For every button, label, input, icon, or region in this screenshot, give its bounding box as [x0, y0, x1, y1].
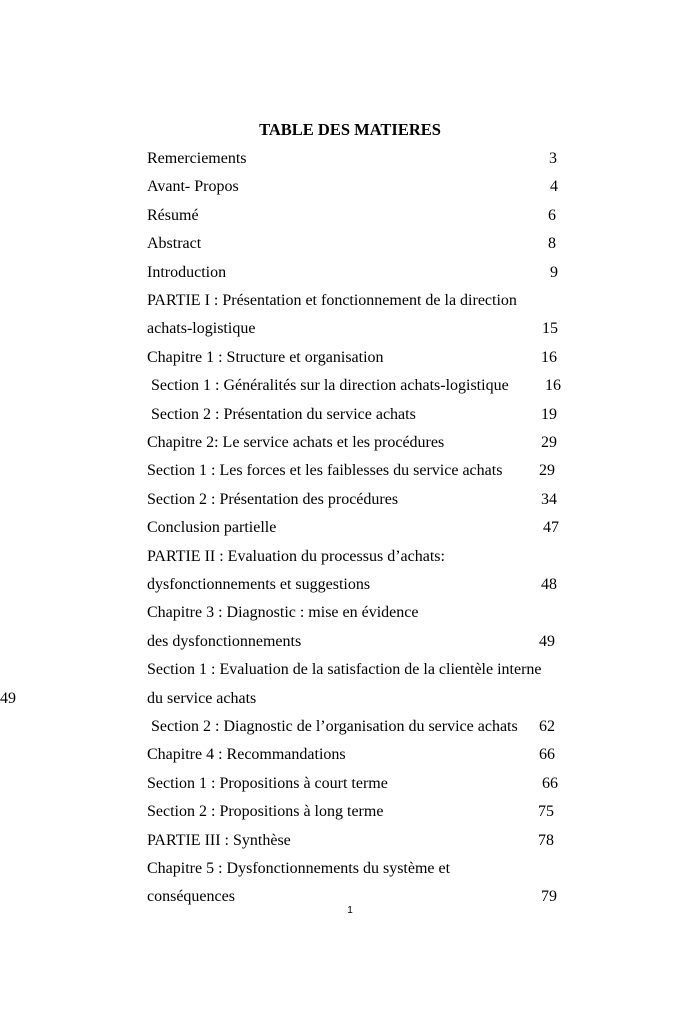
toc-entry-title: Résumé [147, 206, 199, 224]
toc-entry [0, 746, 700, 768]
toc-entry-title: Section 2 : Présentation du service achats [147, 405, 416, 423]
toc-entry [0, 519, 700, 541]
toc-entry-title: Section 1 : Propositions à court terme [147, 774, 388, 792]
toc-entry-page: 66 [542, 774, 558, 792]
toc-entry [0, 292, 700, 314]
toc-entry-page: 62 [539, 718, 555, 735]
toc-entry [0, 633, 700, 655]
toc-entry-title: Section 1 : Evaluation de la satisfaction de la clientèle interne [147, 661, 542, 679]
toc-entry [0, 661, 700, 683]
toc-entry-page: 29 [539, 462, 555, 480]
toc-entry-page: 66 [539, 746, 555, 764]
toc-entry-title: achats-logistique [147, 320, 256, 338]
toc-entry [0, 150, 700, 172]
toc-entry-title: PARTIE I : Présentation et fonctionnement de la direction [147, 292, 517, 309]
toc-entry-title: PARTIE III : Synthèse [147, 831, 291, 849]
toc-entry-page: 9 [550, 263, 558, 281]
toc-entry-title: Section 2 : Diagnostic de l’organisation du service achats [147, 718, 518, 735]
toc-entry-title: Chapitre 1 : Structure et organisation [147, 348, 384, 366]
toc-entry-page: 47 [543, 519, 559, 537]
toc-entry-page: 15 [542, 320, 558, 338]
toc-entry-page: 49 [0, 689, 16, 707]
toc-entry [0, 406, 700, 428]
page-number: 1 [347, 905, 353, 916]
toc-entry-page: 49 [539, 632, 555, 650]
toc-entry-page: 16 [545, 377, 561, 395]
toc-entry-page: 34 [541, 490, 557, 508]
toc-entry-title: Introduction [147, 263, 227, 281]
toc-entry-title: conséquences [147, 888, 235, 906]
toc-entry [0, 377, 700, 399]
toc-entry-title: Section 1 : Les forces et les faiblesses du service achats [147, 462, 503, 480]
toc-entry [0, 690, 700, 712]
toc-entry-title: Section 2 : Propositions à long terme [147, 803, 384, 821]
toc-entry [0, 775, 700, 797]
toc-entry-title: dysfonctionnements et suggestions [147, 576, 371, 593]
toc-entry-page: 48 [541, 576, 557, 593]
toc-entry-title: Avant- Propos [147, 178, 239, 196]
toc-entry-title: Remerciements [147, 150, 247, 167]
toc-entry [0, 320, 700, 342]
toc-entry-title: du service achats [147, 689, 257, 707]
toc-entry [0, 860, 700, 882]
toc-entry-title: Conclusion partielle [147, 519, 277, 537]
toc-entry [0, 604, 700, 626]
toc-title: TABLE DES MATIERES [259, 120, 441, 139]
toc-entry-page: 79 [541, 888, 557, 906]
toc-entry [0, 235, 700, 257]
toc-entry [0, 548, 700, 570]
toc-entry-page: 3 [549, 150, 557, 167]
toc-entry-title: Section 2 : Présentation des procédures [147, 490, 399, 508]
toc-entry-page: 19 [541, 405, 557, 423]
toc-entry-title: Chapitre 2: Le service achats et les procédures [147, 434, 445, 451]
toc-entry [0, 462, 700, 484]
toc-entry-page: 6 [548, 206, 556, 224]
toc-entry-page: 78 [538, 831, 554, 849]
toc-entry [0, 832, 700, 854]
toc-entry-page: 8 [548, 235, 556, 253]
toc-entry-title: Chapitre 5 : Dysfonctionnements du système et [147, 860, 451, 877]
toc-entry [0, 207, 700, 229]
toc-entry [0, 178, 700, 200]
toc-entry-page: 16 [541, 348, 557, 366]
toc-entry [0, 576, 700, 598]
toc-entry-title: PARTIE II : Evaluation du processus d’achats: [147, 547, 445, 565]
toc-entry-title: Chapitre 3 : Diagnostic : mise en évidence [147, 604, 419, 622]
toc-entry-title: Chapitre 4 : Recommandations [147, 746, 346, 764]
toc-entry [0, 434, 700, 456]
toc-entry-page: 4 [550, 178, 558, 196]
toc-entry [0, 349, 700, 371]
toc-entry [0, 491, 700, 513]
toc-entry-title: des dysfonctionnements [147, 632, 302, 650]
toc-entry-title: Section 1 : Généralités sur la direction achats-logistique [147, 377, 509, 395]
toc-entry [0, 803, 700, 825]
toc-entry-page: 75 [538, 803, 554, 821]
toc-entry [0, 264, 700, 286]
toc-entry [0, 718, 700, 740]
toc-entry-title: Abstract [147, 235, 202, 253]
toc-entry-page: 29 [541, 434, 557, 451]
